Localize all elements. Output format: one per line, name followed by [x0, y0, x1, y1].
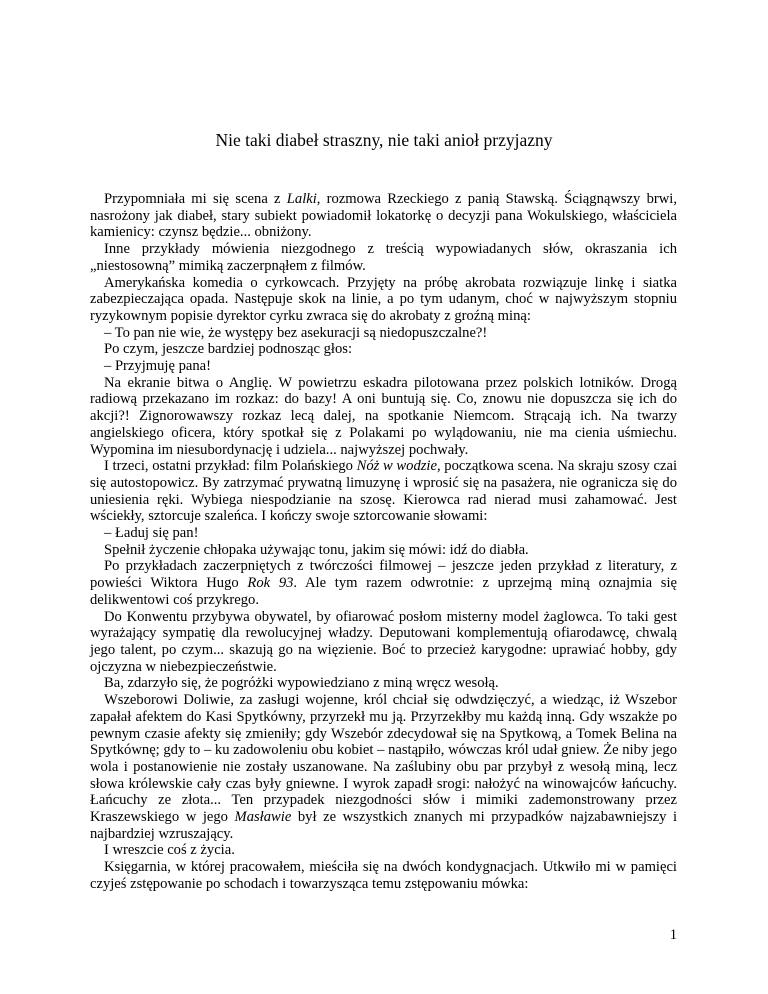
- paragraph-15: I wreszcie coś z życia.: [104, 842, 235, 859]
- paragraph-11: Po przykładach zaczerpniętych z twórczości filmowej – jeszcze jeden przykład z literatury, z powieści Wiktora Hugo Rok 93. Ale tym razem odwrotnie: z uprzejmą miną oznajmia się delikwentowi coś przykrego.: [90, 558, 677, 608]
- book-title-maslawa: Masławie: [234, 809, 292, 826]
- paragraph-10: Spełnił życzenie chłopaka używając tonu, jakim się mówi: idź do diabła.: [104, 541, 529, 558]
- document-body: [90, 191, 677, 893]
- paragraph-5: Po czym, jeszcze bardziej podnosząc głos:: [104, 341, 353, 358]
- paragraph-6: – Przyjmuję pana!: [104, 358, 211, 375]
- paragraph-1: Przypomniała mi się scena z Lalki, rozmowa Rzeckiego z panią Stawską. Ściągnąwszy brwi, nasrożony jak diabeł, stary subiekt powiadomił lokatorkę o decyzji pana Wokulskiego, właściciela kamienicy: czynsz będzie... obniżony.: [90, 191, 677, 241]
- paragraph-13: Ba, zdarzyło się, że pogróżki wypowiedziano z miną wręcz wesołą.: [104, 675, 499, 692]
- document-title: Nie taki diabeł straszny, nie taki anioł przyjazny: [215, 130, 553, 150]
- paragraph-7: Na ekranie bitwa o Anglię. W powietrzu eskadra pilotowana przez polskich lotników. Drogą radiową przekazano im rozkaz: do bazy! A oni buntują się. Co, znowu nie dopuszcza się ich do akcji?! Zignorowawszy rozkaz lecą dalej, na spotkanie Niemcom. Strącają ich. Na twarzy angielskiego oficera, który spotkał się z Polakami po wylądowaniu, nie ma cienia uśmiechu. Wypomina im niesubordynację i udziela... najwyższej pochwały.: [90, 374, 677, 458]
- paragraph-9: – Ładuj się pan!: [104, 525, 199, 542]
- paragraph-16: Księgarnia, w której pracowałem, mieściła się na dwóch kondygnacjach. Utkwiło mi w pamięci czyjeś zstępowanie po schodach i towarzysząca temu zstępowaniu mówka:: [90, 859, 677, 892]
- book-title-lalka: Lalki: [286, 191, 317, 207]
- paragraph-2: Inne przykłady mówienia niezgodnego z treścią wypowiadanych słów, okraszania ich „niestosowną” mimiką zaczerpnąłem z filmów.: [90, 241, 677, 274]
- paragraph-3: Amerykańska komedia o cyrkowcach. Przyjęty na próbę akrobata rozwiązuje linkę i siatka zabezpieczająca opada. Następuje skok na linie, a po tym udanym, choć w najwyższym stopniu ryzykownym popisie dyrektor cyrku zwraca się do akrobaty z groźną miną:: [90, 274, 677, 324]
- page-number: 1: [669, 927, 677, 943]
- paragraph-14: Wszeborowi Doliwie, za zasługi wojenne, król chciał się odwdzięczyć, a wiedząc, iż Wszebor zapałał afektem do Kasi Spytkówny, przyrzekł mu ją. Przyrzekłby mu każdą inną. Gdy wszakże po pewnym czasie afekty się zmieniły; gdy Wszebór zdecydował się na Spytkową, a Tomek Belina na Spytkównę; gdy to – ku zadowoleniu obu kobiet – nastąpiło, wówczas król udał gniew. Że niby jego wola i postanowienie nie zostały uszanowane. Na zaślubiny obu par przybył z wesołą miną, lecz słowa królewskie cały czas były gniewne. I wyrok zapadł srogi: nałożyć na winowajców łańcuchy. Łańcuchy ze złota... Ten przypadek niezgodności słów i mimiki zademonstrowany przez Kraszewskiego w jego Masławie był ze wszystkich znanych mi przypadków najzabawniejszy i najbardziej wzruszający.: [90, 692, 678, 842]
- film-title-noz-w-wodzie: Nóż w wodzie: [356, 458, 437, 475]
- paragraph-8: I trzeci, ostatni przykład: film Polańskiego Nóż w wodzie, początkowa scena. Na skraju szosy czai się autostopowicz. By zatrzymać prywatną limuzynę i wprosić się na pasażera, nie ogranicza się do uniesienia ręki. Wybiega niespodzianie na szosę. Kierowca rad nierad musi zahamować. Jest wściekły, sztorcuje szaleńca. I kończy swoje sztorcowanie słowami:: [90, 458, 677, 525]
- paragraph-4: – To pan nie wie, że występy bez asekuracji są niedopuszczalne?!: [104, 324, 488, 341]
- book-title-rok-93: Rok 93: [247, 575, 294, 592]
- paragraph-12: Do Konwentu przybywa obywatel, by ofiarować posłom misterny model żaglowca. To taki gest wyrażający sympatię dla rewolucyjnej władzy. Deputowani komplementują ofiarodawcę, chwalą jego talent, po czym... skazują go na więzienie. Boć to przecież karygodne: uprawiać hobby, gdy ojczyzna w niebezpieczeństwie.: [90, 608, 677, 675]
